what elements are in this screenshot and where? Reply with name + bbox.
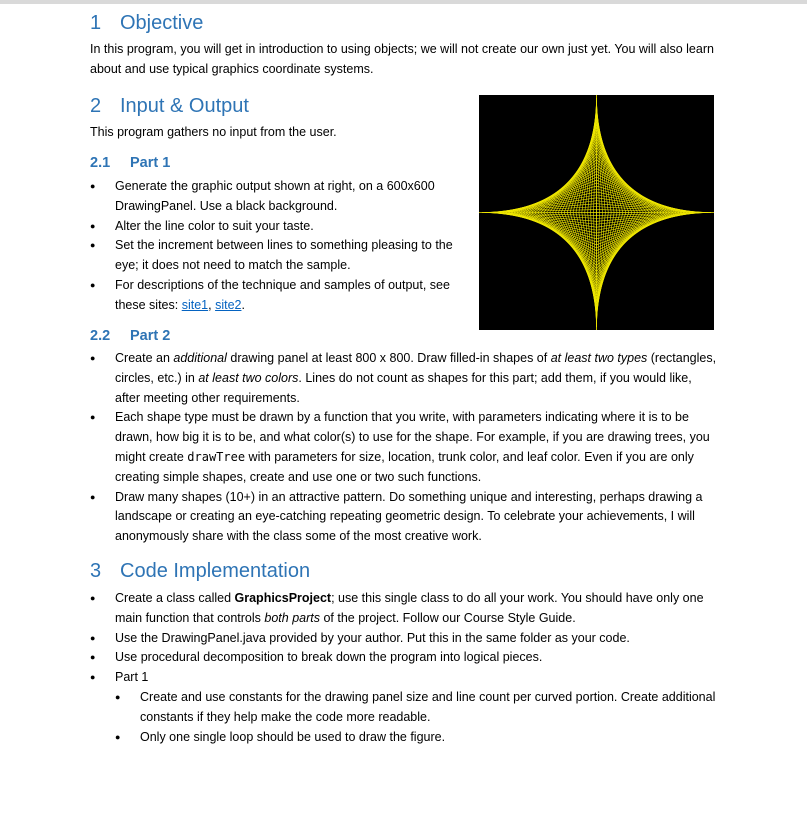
site2-link[interactable]: site2	[215, 297, 242, 312]
text-run: Each shape type must be drawn by a function that you write, with parameters indicating where it is to be drawn, how big it is to be, and what color(s) to use for the shape. For example, if you are drawing trees, you might create	[115, 410, 710, 464]
list-item: ● Draw many shapes (10+) in an attractive pattern. Do something unique and interesting, perhaps drawing a landscape or creating an eye-catching repeating geometric design. To celebrate your achievements, I will anonymously share with the class some of the most creative work.	[90, 488, 720, 547]
text-run: (rectangles, circles, etc.) in	[115, 351, 717, 385]
link-separator: ,	[208, 297, 216, 312]
code-list	[90, 589, 720, 747]
list-item	[90, 408, 720, 487]
text-run: with parameters for size, location, trunk color, and leaf color. Even if you are only creating simple shapes, create and use one or two such functions.	[115, 449, 694, 484]
italic-run: both parts	[264, 610, 320, 625]
heading-text: Objective	[120, 12, 204, 34]
heading-number: 3	[90, 560, 102, 582]
page-top-border	[0, 0, 807, 4]
italic-run: at least two colors	[198, 370, 299, 385]
astroid-string-art-figure	[479, 95, 714, 330]
list-item	[90, 276, 470, 316]
list-item: ● Alter the line color to suit your taste.	[90, 217, 470, 237]
objective-paragraph: In this program, you will get in introduction to using objects; we will not create our own just yet. You will also learn about and use typical graphics coordinate systems.	[90, 42, 714, 76]
text-run: Create an	[115, 351, 174, 365]
text-run: Create a class called	[115, 591, 235, 605]
list-item: ● Generate the graphic output shown at right, on a 600x600 DrawingPanel. Use a black background.	[90, 177, 470, 217]
text-run: Part 1	[115, 670, 149, 685]
astroid-svg	[479, 95, 714, 330]
list-item-end: .	[241, 297, 245, 312]
heading-text: Code Implementation	[120, 560, 311, 582]
heading-text: Input & Output	[120, 95, 249, 117]
text-run: ; use this single class to do all your work. You should have only one main function that controls	[115, 591, 704, 625]
italic-run: at least two types	[550, 351, 648, 365]
text-run: . Lines do not count as shapes for this part; add them, if you would like, after meeting other requirements.	[115, 370, 692, 405]
text-run: drawing panel at least 800 x 800. Draw filled-in shapes of	[226, 351, 551, 365]
heading-text: Part 1	[130, 155, 171, 171]
sub-list-item: ● Only one single loop should be used to draw the figure.	[115, 728, 720, 748]
part1-list	[90, 177, 470, 316]
part2-list	[90, 349, 720, 547]
code-run: drawTree	[187, 449, 246, 464]
part1-sublist	[115, 688, 720, 747]
heading-part2	[90, 328, 170, 344]
heading-number: 1	[90, 12, 102, 34]
list-item-text: For descriptions of the technique and samples of output, see these sites:	[115, 277, 450, 312]
list-item: ● Set the increment between lines to something pleasing to the eye; it does not need to match the sample.	[90, 236, 470, 276]
heading-number: 2	[90, 95, 102, 117]
site1-link[interactable]: site1	[181, 297, 209, 312]
list-item	[90, 668, 720, 747]
bold-run: GraphicsProject	[234, 591, 332, 605]
list-item	[90, 349, 720, 408]
text-run: of the project. Follow our Course Style Guide.	[319, 610, 576, 625]
heading-number: 2.1	[90, 155, 111, 171]
io-paragraph: This program gathers no input from the user.	[90, 125, 337, 139]
heading-text: Part 2	[130, 328, 171, 344]
list-item	[90, 589, 720, 629]
heading-input-output	[90, 95, 249, 118]
sub-list-item: ● Create and use constants for the drawing panel size and line count per curved portion. Create additional constants if they help make the code more readable.	[115, 688, 720, 728]
italic-run: additional	[173, 351, 227, 365]
heading-number: 2.2	[90, 328, 111, 344]
list-item: ● Use the DrawingPanel.java provided by your author. Put this in the same folder as your code.	[90, 629, 720, 649]
heading-code-implementation	[90, 560, 310, 583]
heading-objective	[90, 12, 203, 35]
heading-part1	[90, 155, 170, 171]
list-item: ● Use procedural decomposition to break down the program into logical pieces.	[90, 648, 720, 668]
